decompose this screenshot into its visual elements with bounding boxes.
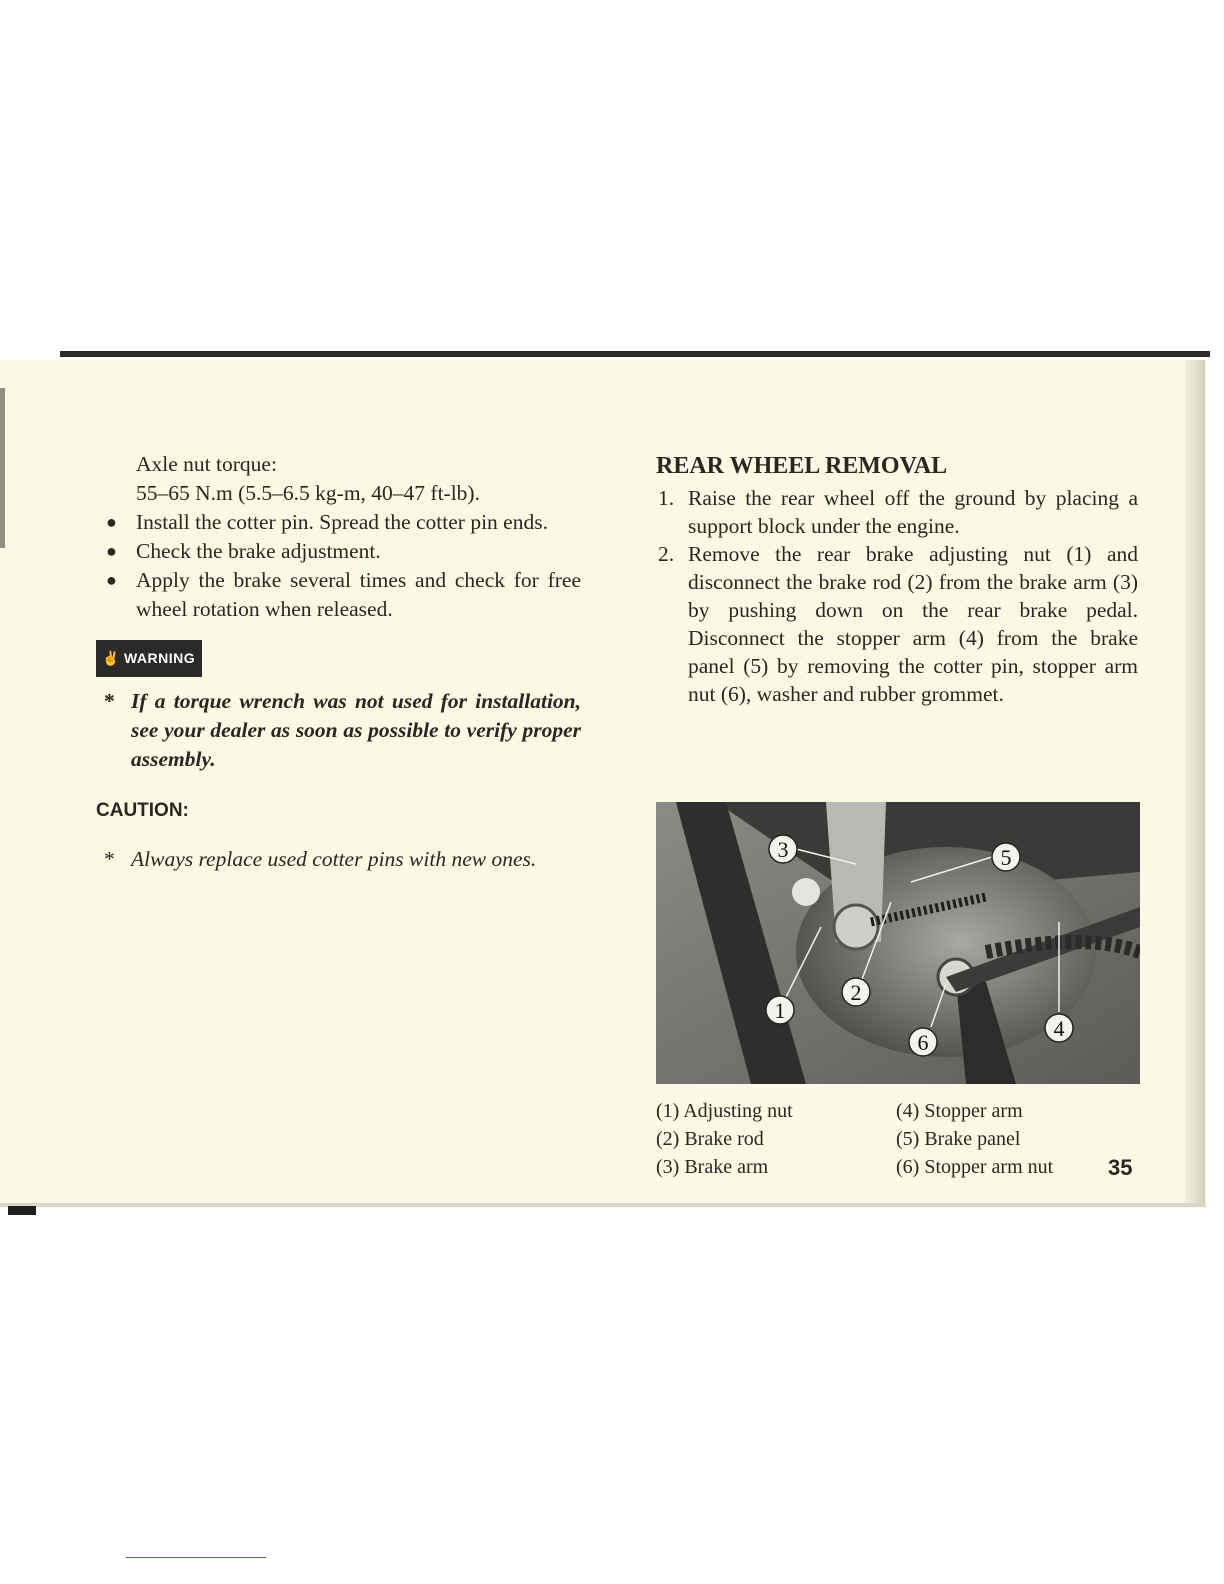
page-binding-edge (1185, 360, 1205, 1206)
caution-text (96, 845, 581, 874)
page-corner-mark (8, 1206, 36, 1215)
step-item (656, 484, 1138, 540)
caption-item: (2) Brake rod (656, 1128, 764, 1150)
section-heading: REAR WHEEL REMOVAL (656, 453, 948, 479)
adjusting-nut-shape (792, 878, 820, 906)
warning-badge (96, 640, 202, 677)
bullet-dot-icon: ● (106, 541, 117, 561)
bullet-text: Apply the brake several times and check for free wheel rotation when released. (136, 568, 581, 621)
caution-body: Always replace used cotter pins with new ones. (131, 847, 537, 871)
page-top-rule (60, 351, 1210, 357)
svg-text:5: 5 (1000, 845, 1012, 870)
footer-line (126, 1557, 266, 1558)
bullet-dot-icon: ● (106, 570, 117, 590)
page-bottom-rule (0, 1203, 1206, 1207)
callout-3 (769, 835, 797, 863)
caution-label: CAUTION: (96, 800, 189, 821)
bullet-text: Install the cotter pin. Spread the cotter pin ends. (136, 510, 548, 534)
warning-label: WARNING (123, 650, 196, 666)
warning-text (96, 687, 581, 774)
warning-hand-icon: ✌ (102, 650, 120, 666)
brake-arm-pivot (834, 905, 878, 949)
page-left-edge-mark (0, 388, 5, 548)
svg-text:2: 2 (850, 980, 862, 1005)
step-number: 1. (658, 486, 675, 510)
torque-value: 55–65 N.m (5.5–6.5 kg-m, 40–47 ft-lb). (136, 481, 480, 505)
bullet-text: Check the brake adjustment. (136, 539, 381, 563)
bullet-item (96, 537, 581, 566)
callout-2 (842, 978, 870, 1006)
right-column (656, 452, 1138, 708)
caption-item: (4) Stopper arm (896, 1100, 1023, 1122)
bullet-dot-icon: ● (106, 512, 117, 532)
svg-text:1: 1 (774, 998, 786, 1023)
step-item (656, 540, 1138, 708)
brake-assembly-photo (656, 802, 1140, 1084)
asterisk-icon: * (104, 847, 115, 871)
warning-body: If a torque wrench was not used for installation, see your dealer as soon as possible to verify proper assembly. (131, 689, 581, 771)
caption-item: (5) Brake panel (896, 1128, 1021, 1150)
asterisk-icon: * (104, 689, 115, 713)
caption-item: (3) Brake arm (656, 1156, 769, 1178)
callout-1 (766, 996, 794, 1024)
callout-5 (992, 843, 1020, 871)
bullet-item (96, 508, 581, 537)
page-number: 35 (1108, 1155, 1133, 1180)
left-column (96, 450, 581, 874)
step-number: 2. (658, 542, 675, 566)
svg-text:6: 6 (917, 1030, 929, 1055)
step-text: Raise the rear wheel off the ground by placing a support block under the engine. (688, 486, 1138, 538)
caption-item: (6) Stopper arm nut (896, 1156, 1054, 1178)
bullet-item (96, 566, 581, 624)
callout-4 (1045, 1014, 1073, 1042)
step-text: Remove the rear brake adjusting nut (1) and disconnect the brake rod (2) from the brake arm (3) by pushing down on the rear brake pedal. Disconnect the stopper arm (4) from the brake panel (5) by removing the cotter pin, stopper arm nut (6), washer and rubber grommet. (688, 542, 1138, 706)
caption-column-right (896, 1097, 1053, 1181)
callout-6 (909, 1028, 937, 1056)
torque-label: Axle nut torque: (136, 452, 277, 476)
svg-text:4: 4 (1053, 1016, 1065, 1041)
caption-item: (1) Adjusting nut (656, 1100, 793, 1122)
caption-column-left (656, 1097, 793, 1181)
svg-text:3: 3 (777, 837, 789, 862)
